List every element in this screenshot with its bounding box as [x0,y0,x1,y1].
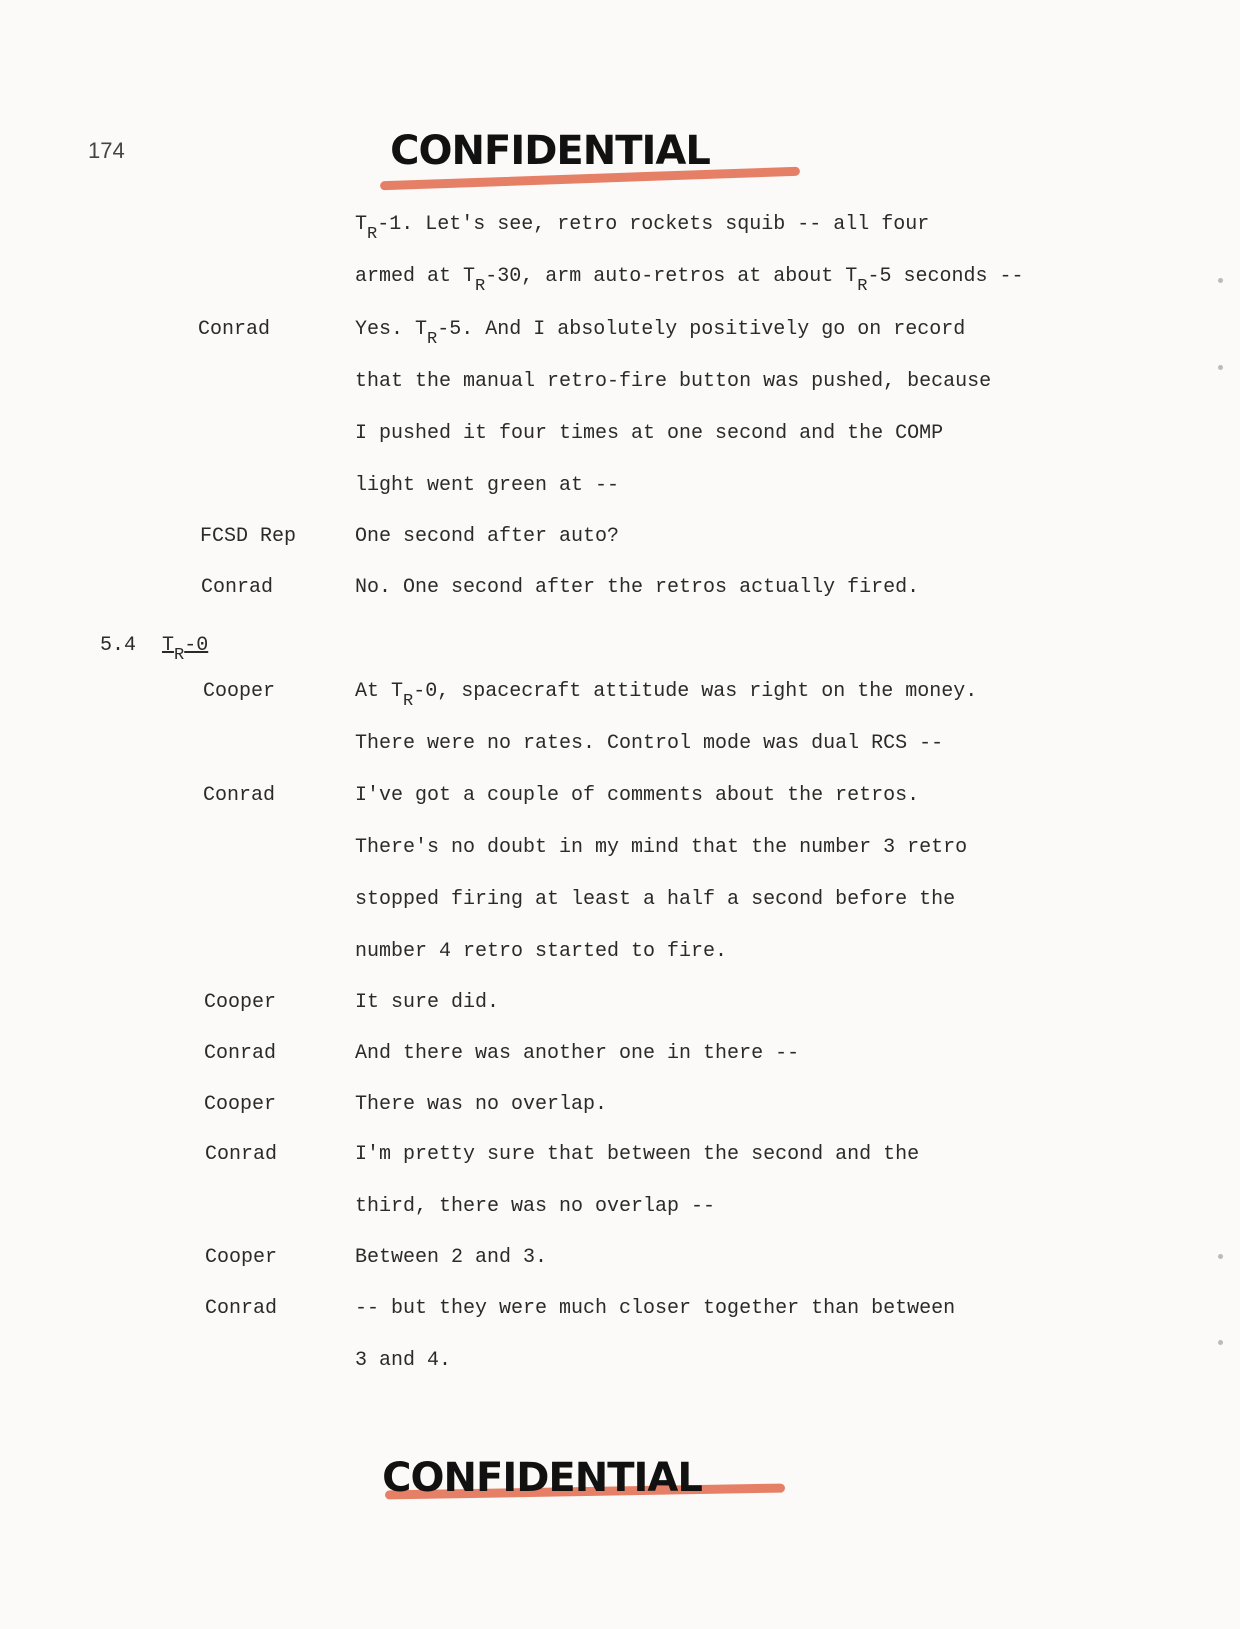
line-text: light went green at -- [355,474,620,497]
line-text: stopped firing at least a half a second before the [355,888,956,911]
line-text: I pushed it four times at one second and the COMP [355,422,944,445]
line-text: Between 2 and 3. [355,1246,548,1269]
binding-hole-mark [1218,1340,1223,1345]
speaker-name: Cooper [204,991,277,1014]
confidential-stamp-bottom [0,1455,1162,1501]
line-text: armed at T [355,265,476,288]
section-title-text: T [162,634,175,657]
speaker-name: Conrad [198,318,271,341]
binding-hole-mark [1218,278,1223,283]
speaker-name: Cooper [203,680,276,703]
speaker-name: Cooper [205,1246,278,1269]
speaker-name: Conrad [205,1143,278,1166]
subscript: R [857,277,868,296]
confidential-stamp-bottom-text: CONFIDENTIAL [382,1455,702,1501]
line-text: One second after auto? [355,525,620,548]
subscript: R [174,646,185,665]
confidential-stamp-top-text: CONFIDENTIAL [390,128,710,174]
line-text: -1. Let's see, retro rockets squib -- all four [377,213,930,236]
line-text: Yes. T [355,318,428,341]
binding-hole-mark [1218,1254,1223,1259]
speaker-name: Conrad [203,784,276,807]
line-text: -30, arm auto-retros at about T [485,265,858,288]
speaker-name: Conrad [204,1042,277,1065]
line-text: third, there was no overlap -- [355,1195,716,1218]
subscript: R [427,330,438,349]
page-number: 174 [88,138,125,163]
line-text: -- but they were much closer together than between [355,1297,956,1320]
line-text: that the manual retro-fire button was pushed, because [355,370,992,393]
line-text: number 4 retro started to fire. [355,940,728,963]
line-text: 3 and 4. [355,1349,452,1372]
line-text: And there was another one in there -- [355,1042,800,1065]
speaker-name: Cooper [204,1093,277,1116]
speaker-name: Conrad [201,576,274,599]
line-text: No. One second after the retros actually fired. [355,576,920,599]
section-title [162,634,209,665]
speaker-name: FCSD Rep [200,525,297,548]
section-number: 5.4 [100,634,137,657]
line-text: T [355,213,368,236]
line-text: I've got a couple of comments about the retros. [355,784,920,807]
line-text: -5 seconds -- [867,265,1024,288]
line-text: At T [355,680,404,703]
line-text: There was no overlap. [355,1093,608,1116]
line-text: -0, spacecraft attitude was right on the money. [413,680,978,703]
subscript: R [403,692,414,711]
binding-hole-mark [1218,365,1223,370]
section-title-text: -0 [184,634,209,657]
speaker-name: Conrad [205,1297,278,1320]
line-text: -5. And I absolutely positively go on record [437,318,966,341]
line-text: There's no doubt in my mind that the number 3 retro [355,836,968,859]
confidential-stamp-top [0,128,1170,174]
subscript: R [475,277,486,296]
line-text: I'm pretty sure that between the second and the [355,1143,920,1166]
line-text: It sure did. [355,991,500,1014]
subscript: R [367,225,378,244]
line-text: There were no rates. Control mode was dual RCS -- [355,732,944,755]
